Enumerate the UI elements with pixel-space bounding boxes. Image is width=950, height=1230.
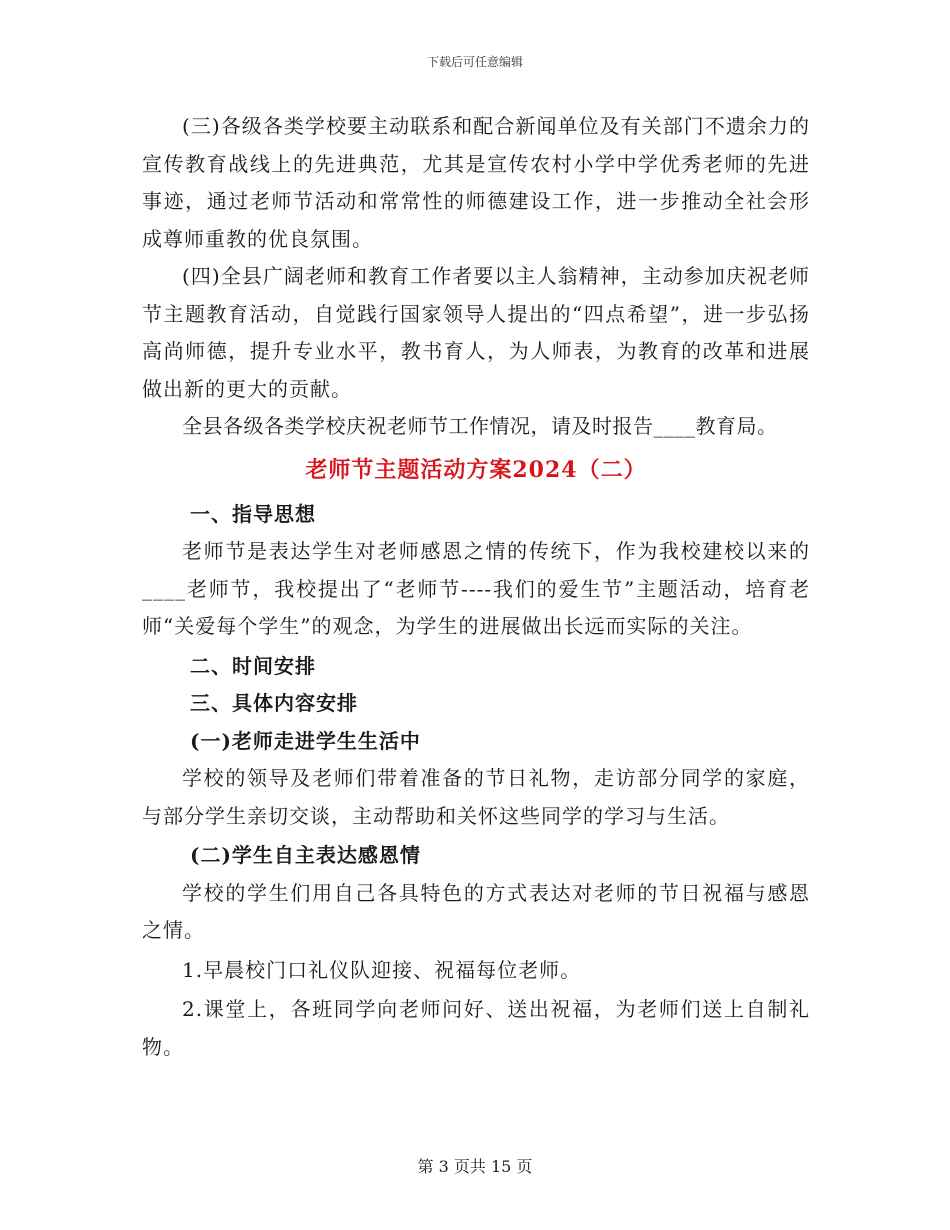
sub-heading-students-gratitude: (二)学生自主表达感恩情 bbox=[190, 843, 421, 867]
paragraph-four: (四)全县广阔老师和教育工作者要以主人翁精神，主动参加庆祝老师节主题教育活动，自觉践行国家领导人提出的“四点希望”，进一步弘扬高尚师德，提升专业水平，教书育人，为人师表，为教育的改革和进展做出新的更大的贡献。 bbox=[142, 264, 810, 401]
heading-guiding-thought: 一、指导思想 bbox=[190, 501, 316, 526]
paragraph-teachers-visit: 学校的领导及老师们带着准备的节日礼物，走访部分同学的家庭，与部分学生亲切交谈，主动帮助和关怀这些同学的学习与生活。 bbox=[142, 766, 810, 828]
document-body bbox=[142, 108, 810, 1066]
sub-heading-teachers-visit: (一)老师走进学生生活中 bbox=[190, 728, 421, 753]
header-note: 下载后可任意编辑 bbox=[426, 55, 523, 69]
paragraph-report: 全县各级各类学校庆祝老师节工作情况，请及时报告____教育局。 bbox=[182, 414, 778, 438]
heading-content-arrangement: 三、具体内容安排 bbox=[190, 691, 358, 715]
paragraph-students-gratitude: 学校的学生们用自己各具特色的方式表达对老师的节日祝福与感恩之情。 bbox=[142, 880, 810, 942]
paragraph-guiding-thought: 老师节是表达学生对老师感恩之情的传统下，作为我校建校以来的____老师节，我校提出了“老师节----我们的爱生节”主题活动，培育老师“关爱每个学生”的观念，为学生的进展做出长远而实际的关注。 bbox=[142, 539, 810, 638]
list-item-1: 1.早晨校门口礼仪队迎接、祝福每位老师。 bbox=[182, 957, 582, 982]
list-item-2: 2.课堂上，各班同学向老师问好、送出祝福，为老师们送上自制礼物。 bbox=[142, 997, 810, 1059]
page-footer: 第 3 页共 15 页 bbox=[417, 1157, 533, 1176]
heading-time-arrangement: 二、时间安排 bbox=[190, 653, 316, 678]
paragraph-three: (三)各级各类学校要主动联系和配合新闻单位及有关部门不遗余力的宣传教育战线上的先进典范，尤其是宣传农村小学中学优秀老师的先进事迹，通过老师节活动和常常性的师德建设工作，进一步推动全社会形成尊师重教的优良氛围。 bbox=[142, 114, 810, 251]
section-title: 老师节主题活动方案2024（二） bbox=[305, 456, 647, 483]
